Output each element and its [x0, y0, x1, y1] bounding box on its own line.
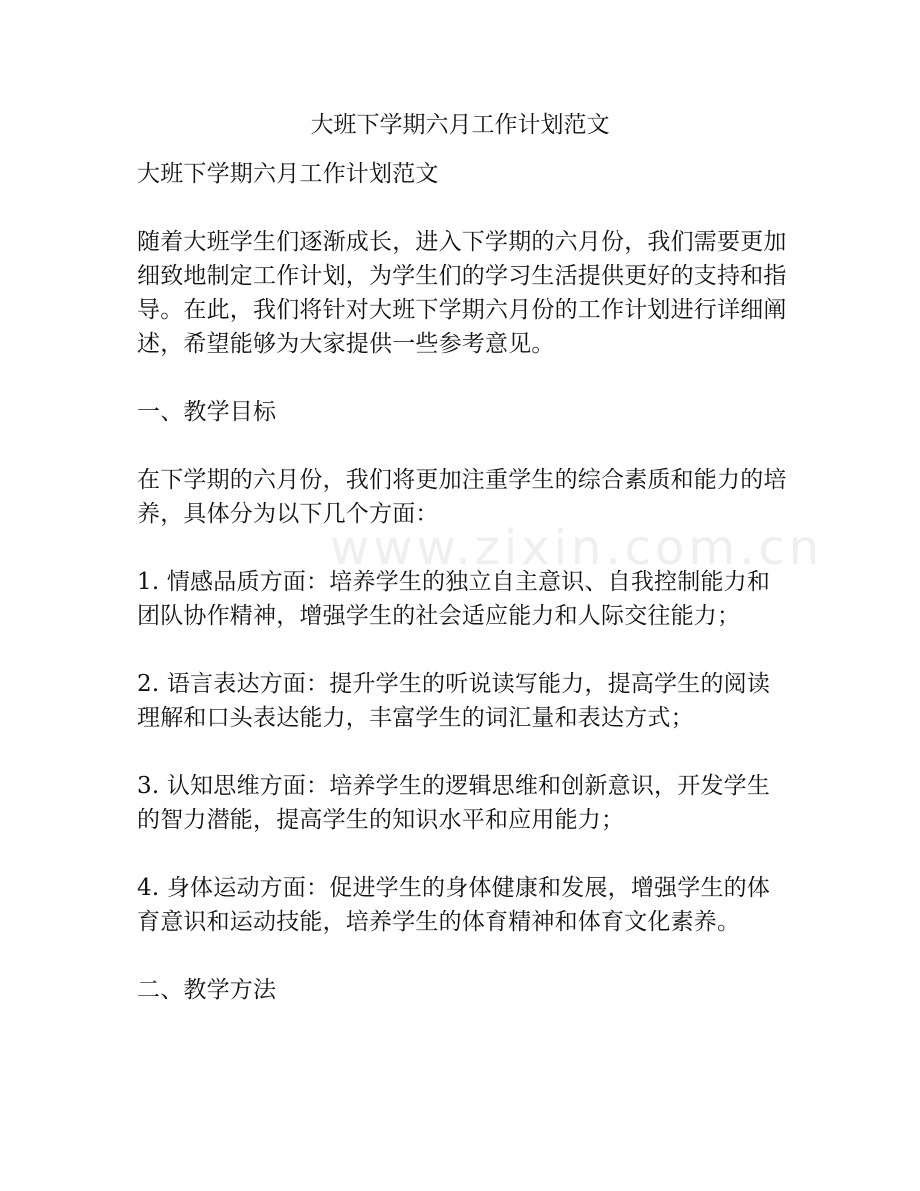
goal-item-language: 2. 语言表达方面：提升学生的听说读写能力，提高学生的阅读理解和口头表达能力，丰富学生的词汇量和表达方式； — [137, 671, 771, 731]
document-subtitle: 大班下学期六月工作计划范文 — [137, 161, 439, 187]
document-body — [137, 157, 787, 1041]
goal-item-physical: 4. 身体运动方面：促进学生的身体健康和发展，增强学生的体育意识和运动技能，培养学生的体育精神和体育文化素养。 — [137, 875, 771, 935]
section-heading-teaching-methods: 二、教学方法 — [137, 977, 277, 1003]
section-heading-teaching-goals: 一、教学目标 — [137, 399, 277, 425]
goal-item-cognitive: 3. 认知思维方面：培养学生的逻辑思维和创新意识，开发学生的智力潜能，提高学生的知识水平和应用能力； — [137, 773, 771, 833]
goals-intro-paragraph: 在下学期的六月份，我们将更加注重学生的综合素质和能力的培养，具体分为以下几个方面： — [137, 467, 787, 527]
document-title: 大班下学期六月工作计划范文 — [310, 112, 610, 138]
intro-paragraph: 随着大班学生们逐渐成长，进入下学期的六月份，我们需要更加细致地制定工作计划，为学生们的学习生活提供更好的支持和指导。在此，我们将针对大班下学期六月份的工作计划进行详细阐述，希望能够为大家提供一些参考意见。 — [137, 229, 787, 357]
watermark: www.zixin.com.cn — [330, 520, 824, 576]
goal-item-emotional: 1. 情感品质方面：培养学生的独立自主意识、自我控制能力和团队协作精神，增强学生的社会适应能力和人际交往能力； — [137, 569, 771, 629]
